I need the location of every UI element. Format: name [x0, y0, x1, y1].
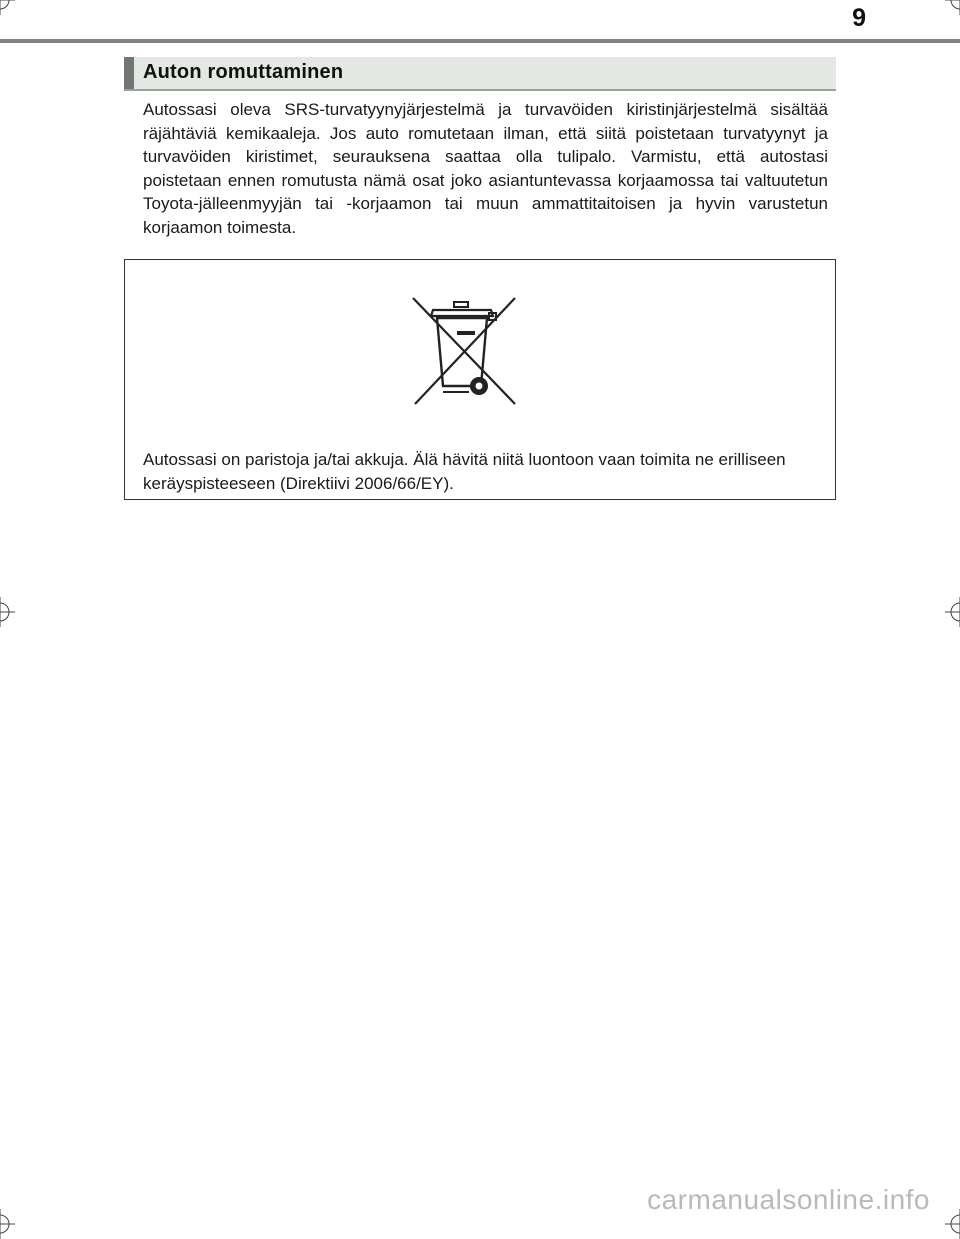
section-title: Auton romuttaminen: [143, 61, 344, 83]
battery-disposal-notice: [124, 259, 836, 500]
crop-mark-bottom-right: [945, 1209, 960, 1239]
crossed-out-wheelie-bin-icon: [411, 296, 517, 406]
crop-mark-mid-left: [0, 597, 15, 627]
section-heading: [124, 57, 836, 91]
header-rule: [0, 39, 960, 43]
crop-mark-bottom-left: [0, 1209, 15, 1239]
section-heading-bar: [124, 57, 134, 89]
crop-mark-top-left: [0, 0, 15, 15]
crop-mark-mid-right: [945, 597, 960, 627]
crop-mark-top-right: [945, 0, 960, 15]
page-number: 9: [852, 4, 866, 32]
section-body-text: Autossasi oleva SRS-turvatyynyjärjestelmä ja turvavöiden kiristinjärjestelmä sisältää räjähtäviä kemikaaleja. Jos auto romutetaan ilman, että siitä poistetaan turvatyynyt ja turvavöiden kiristimet, seurauksena saattaa olla tulipalo. Varmistu, että autostasi poistetaan ennen romutusta nämä osat joko asiantuntevassa korjaamossa tai valtuutetun Toyota-jälleenmyyjän tai -korjaamon tai muun ammattitaitoisen ja hyvin varustetun korjaamon toimesta.: [143, 100, 828, 237]
watermark: carmanualsonline.info: [647, 1184, 930, 1215]
battery-disposal-text: Autossasi on paristoja ja/tai akkuja. Älä hävitä niitä luontoon vaan toimita ne erilliseen keräyspisteeseen (Direktiivi 2006/66/EY).: [143, 450, 786, 493]
